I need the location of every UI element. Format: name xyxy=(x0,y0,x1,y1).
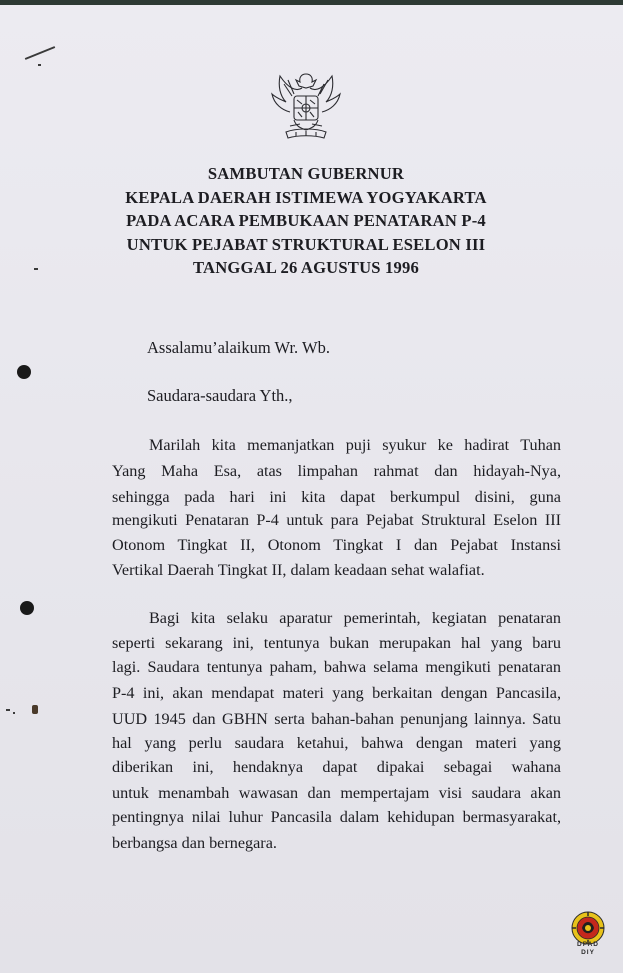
paragraph-line: berbangsa dan bernegara. xyxy=(112,834,277,852)
paragraph-line: pentingnya nilai luhur Pancasila dalam kehidupan bermasyarakat, xyxy=(112,808,561,826)
ink-speck xyxy=(6,709,10,711)
paragraph-line: lagi. Saudara tentunya paham, bahwa selama mengikuti penataran xyxy=(112,658,561,676)
punch-hole-top xyxy=(17,365,31,379)
paragraph-line: hal yang perlu saudara ketahui, bahwa dengan materi yang xyxy=(112,734,561,752)
ink-speck xyxy=(13,712,15,714)
ink-speck xyxy=(34,268,38,270)
heading-line: UNTUK PEJABAT STRUKTURAL ESELON III xyxy=(126,234,486,254)
paragraph-line: mengikuti Penataran P-4 untuk para Pejabat Struktural Eselon III xyxy=(112,511,561,529)
paragraph-line: P-4 ini, akan mendapat materi yang berkaitan dengan Pancasila, xyxy=(112,684,561,702)
paragraph-line: UUD 1945 dan GBHN serta bahan-bahan penunjang lainnya. Satu xyxy=(112,710,561,728)
paragraph-line: Marilah kita memanjatkan puji syukur ke hadirat Tuhan xyxy=(149,436,561,454)
salutation: Saudara-saudara Yth., xyxy=(147,386,293,405)
heading-line: SAMBUTAN GUBERNUR xyxy=(207,164,405,183)
paragraph-line: Vertikal Daerah Tingkat II, dalam keadaan sehat walafiat. xyxy=(112,561,485,579)
paragraph-line: Bagi kita selaku aparatur pemerintah, kegiatan penataran xyxy=(149,609,561,627)
paragraph-line: diberikan ini, hendaknya dapat dipakai sebagai wahana xyxy=(112,758,561,776)
heading-line: KEPALA DAERAH ISTIMEWA YOGYAKARTA xyxy=(125,187,487,207)
ink-speck xyxy=(38,64,41,66)
paragraph-line: sehingga pada hari ini kita dapat berkumpul disini, guna xyxy=(112,488,561,506)
document-heading xyxy=(100,162,512,280)
logo-caption: DPAD xyxy=(577,941,599,948)
greeting: Assalamu’alaikum Wr. Wb. xyxy=(147,338,330,357)
logo-caption: DIY xyxy=(581,949,595,956)
paragraph-line: Yang Maha Esa, atas limpahan rahmat dan hidayah-Nya, xyxy=(112,462,561,480)
paragraph-line: Otonom Tingkat II, Otonom Tingkat I dan Pejabat Instansi xyxy=(112,536,561,554)
heading-line: TANGGAL 26 AGUSTUS 1996 xyxy=(192,258,420,277)
paragraph-line: untuk menambah wawasan dan mempertajam visi saudara akan xyxy=(112,784,561,802)
ink-speck xyxy=(32,705,38,714)
punch-hole-bottom xyxy=(20,601,34,615)
garuda-emblem-icon xyxy=(266,66,346,144)
paragraph-line: seperti sekarang ini, tentunya bukan merupakan hal yang baru xyxy=(112,634,561,652)
heading-line: PADA ACARA PEMBUKAAN PENATARAN P-4 xyxy=(126,211,486,230)
